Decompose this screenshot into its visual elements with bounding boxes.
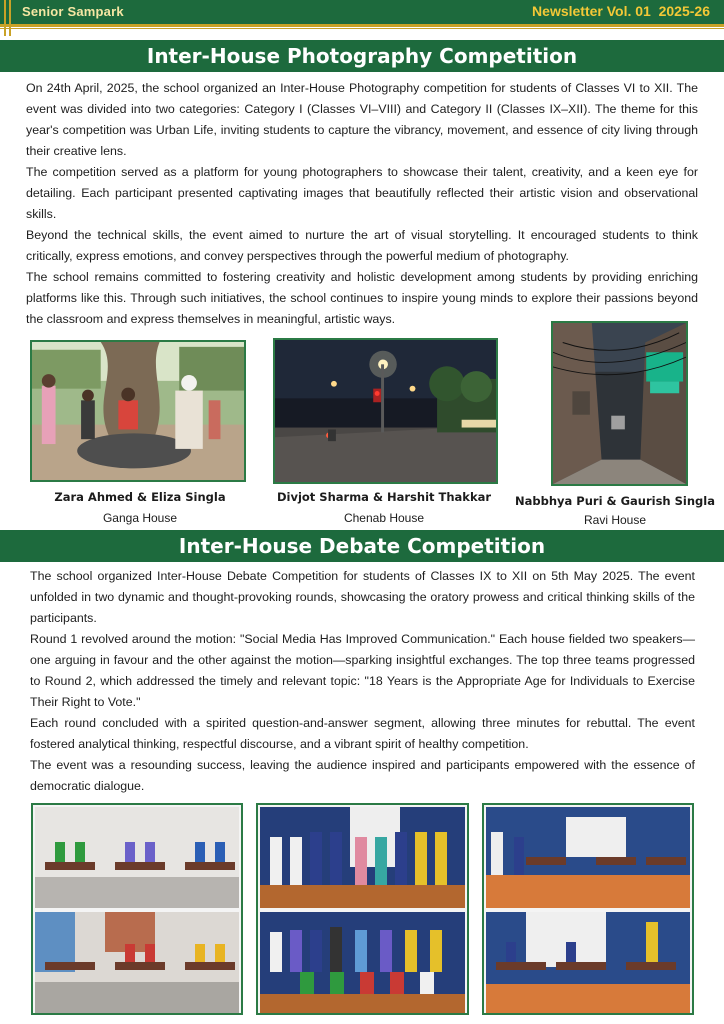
newsletter-header — [0, 0, 724, 32]
newsletter-brand: Senior Sampark — [22, 4, 124, 19]
photography-paragraph: The school remains committed to fostering creativity and holistic development among students by providing enriching platforms like this. Through such initiatives, the school continues to inspire young minds to explore their passions beyond the classroom and express themselves in meaningful, artistic ways. — [26, 270, 698, 326]
debate-paragraph: The event was a resounding success, leaving the audience inspired and participants empowered with the essence of democratic dialogue. — [30, 758, 695, 793]
debate-body — [30, 566, 695, 797]
winner-house: Ganga House — [102, 511, 178, 525]
header-gold-rule — [0, 24, 724, 27]
winner-house: Chenab House — [343, 511, 425, 525]
winning-photo-ganga-house — [30, 340, 246, 482]
winner-names: Zara Ahmed & Eliza Singla — [54, 490, 226, 504]
debate-photo-stage-tables — [35, 807, 239, 908]
header-gold-mark — [9, 0, 11, 36]
photography-paragraph: On 24th April, 2025, the school organized an Inter-House Photography competition for students of Classes VI to XII. The event was divided into two categories: Category I (Classes VI–VIII) and Category II (Classes IX–XII). The theme for this year's competition was Urban Life, inviting students to capture the vibrancy, movement, and essence of city living through their creative lens. — [26, 81, 698, 158]
debate-photo-group-seated — [260, 912, 465, 1013]
header-gold-mark — [4, 0, 6, 36]
debate-paragraph: Each round concluded with a spirited question-and-answer segment, allowing three minutes for rebuttal. The event fostered analytical thinking, respectful discourse, and a vibrant spirit of healthy competition. — [30, 716, 695, 751]
winning-photo-chenab-house — [273, 338, 498, 484]
section-title-photography: Inter-House Photography Competition — [0, 40, 724, 72]
debate-photo-speakers — [35, 912, 239, 1013]
winning-photo-ravi-house — [551, 321, 688, 486]
debate-photo-panel — [256, 803, 469, 1015]
newsletter-volume: Newsletter Vol. 01 2025-26 — [532, 3, 710, 19]
photography-body — [26, 78, 698, 330]
debate-photo-speaker-podium — [486, 912, 690, 1013]
debate-photo-panel — [482, 803, 694, 1015]
section-title-debate: Inter-House Debate Competition — [0, 530, 724, 562]
header-gold-thin-rule — [0, 28, 724, 29]
winner-names: Nabbhya Puri & Gaurish Singla — [515, 494, 715, 508]
debate-photo-auditorium — [486, 807, 690, 908]
debate-paragraph: The school organized Inter-House Debate Competition for students of Classes IX to XII on 5th May 2025. The event unfolded in two dynamic and thought-provoking rounds, showcasing the oratory prowess and critical thinking skills of the participants. — [30, 569, 695, 625]
winner-house: Ravi House — [583, 513, 647, 527]
photography-paragraph: Beyond the technical skills, the event aimed to nurture the art of visual storytelling. It encouraged students to think critically, express emotions, and convey perspectives through the powerful medium of photography. — [26, 228, 698, 263]
debate-paragraph: Round 1 revolved around the motion: "Social Media Has Improved Communication." Each house fielded two speakers—one arguing in favour and the other against the motion—sparking insightful exchanges. The top three teams progressed to Round 2, which addressed the timely and relevant topic: "18 Years is the Appropriate Age for Individuals to Exercise Their Right to Vote." — [30, 632, 695, 709]
debate-photo-group — [260, 807, 465, 908]
debate-photo-panel — [31, 803, 243, 1015]
winner-names: Divjot Sharma & Harshit Thakkar — [276, 490, 492, 504]
photography-paragraph: The competition served as a platform for young photographers to showcase their talent, creativity, and a keen eye for detailing. Each participant presented captivating images that beautifully reflected their artistic vision and observational skills. — [26, 165, 698, 221]
